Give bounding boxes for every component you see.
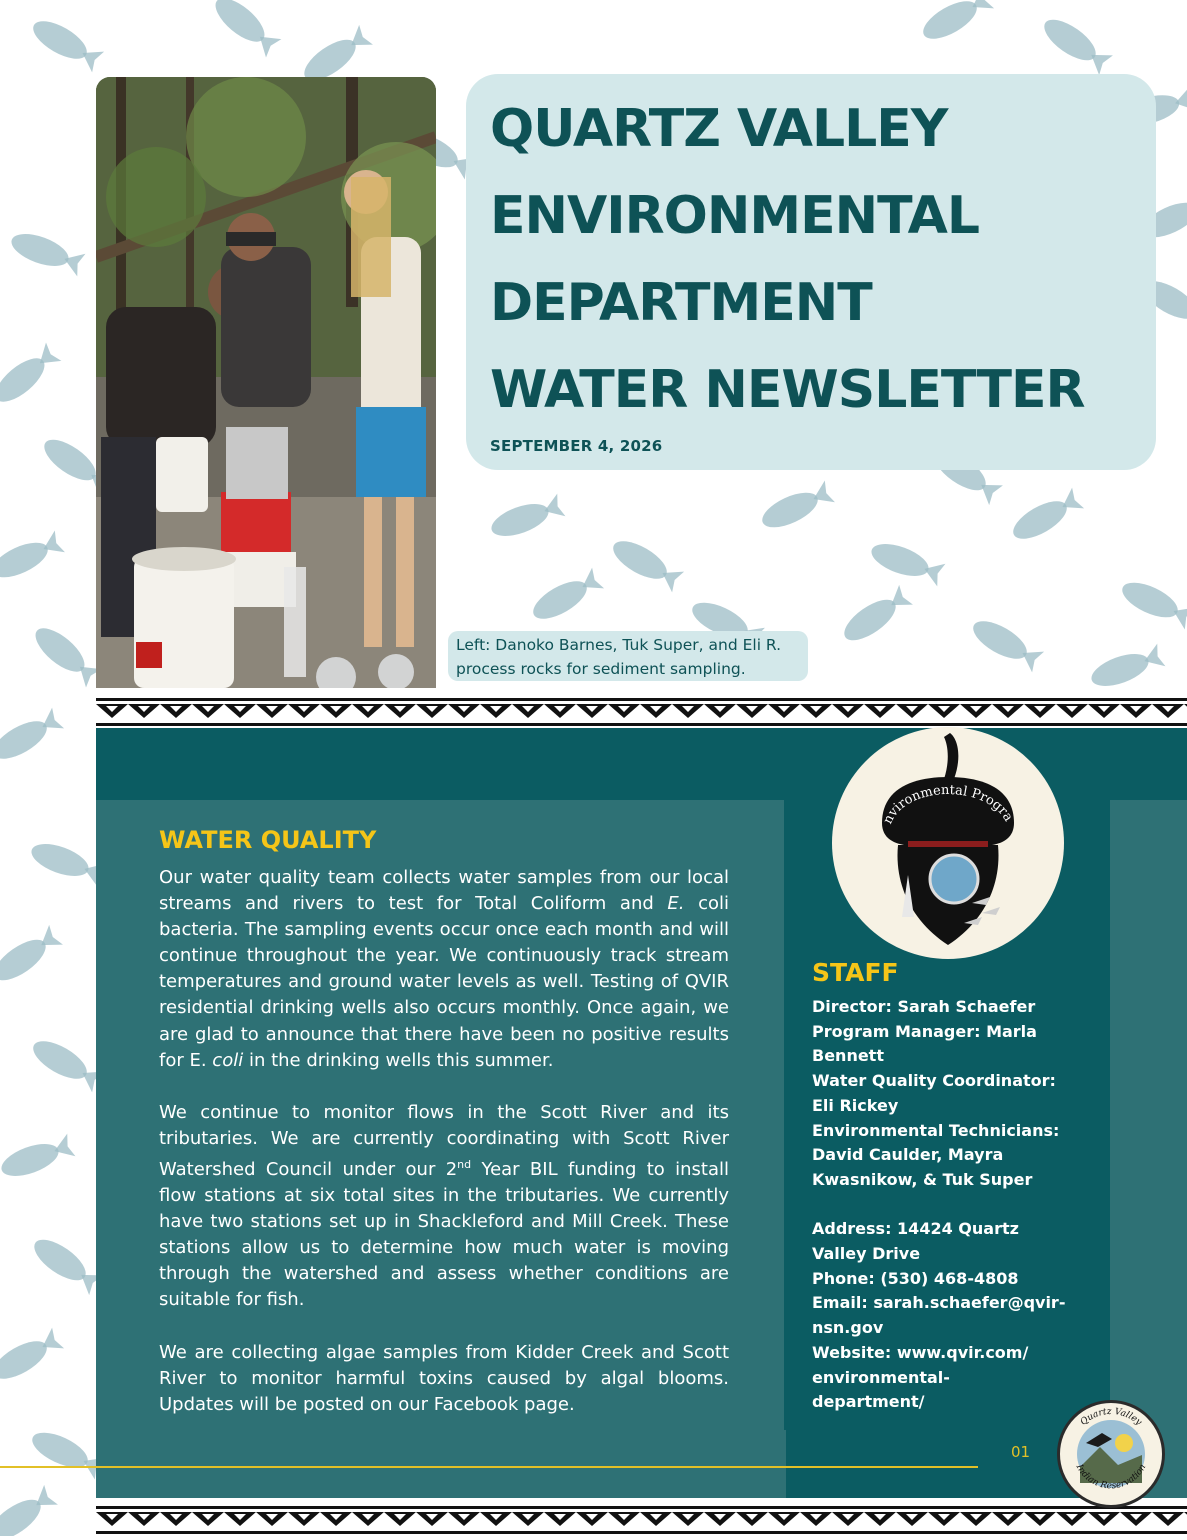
fish-icon: [1117, 576, 1187, 631]
seal-bottom-text: Indian Reservation: [1073, 1462, 1149, 1492]
fish-icon: [0, 924, 63, 988]
logo-text: nvironmental Progra: [880, 782, 1016, 827]
staff-line: Bennett: [812, 1046, 884, 1066]
contact-line: department/: [812, 1392, 925, 1412]
right-strip: [1110, 800, 1187, 1498]
contact-line: nsn.gov: [812, 1318, 884, 1338]
fish-icon: [0, 1484, 58, 1536]
fish-icon: [0, 530, 65, 585]
fish-icon: [28, 1034, 105, 1094]
seal-top-text: Quartz Valley: [1078, 1406, 1144, 1428]
field-photo: [96, 77, 436, 688]
fish-icon: [0, 707, 65, 767]
fish-icon: [28, 1232, 104, 1296]
fish-icon: [528, 567, 605, 627]
environmental-program-logo: [832, 727, 1064, 959]
water-quality-heading: WATER QUALITY: [159, 826, 377, 854]
fish-icon: [487, 493, 565, 543]
fish-icon: [1087, 643, 1165, 693]
pattern-band-top: [96, 694, 1187, 728]
contact-line: environmental-: [812, 1367, 950, 1387]
title-line-1: QUARTZ VALLEY: [490, 99, 948, 159]
fish-icon: [0, 1327, 65, 1387]
page-number: 01: [1011, 1443, 1031, 1461]
contact-line: Phone: (530) 468-4808: [812, 1268, 1019, 1288]
fish-icon: [27, 1426, 105, 1481]
staff-list: [812, 995, 1087, 1415]
title-line-4: WATER NEWSLETTER: [490, 360, 1085, 420]
staff-line: Environmental Technicians:: [812, 1120, 1060, 1140]
contact-line: Email: sarah.schaefer@qvir-: [812, 1293, 1066, 1313]
article-paragraph-1: Our water quality team collects water samples from our local streams and rivers to test for Total Coliform and E. coli bacteria. The sampling events occur once each month and will continue throughout the year. We continuously track stream temperatures and ground water levels as well. Testing of QVIR residential drinking wells also occurs monthly. Once again, we are glad to announce that there have been no positive results for E. coli in the drinking wells this summer.: [159, 867, 729, 1071]
fish-icon: [0, 1133, 76, 1183]
staff-heading: STAFF: [812, 958, 899, 987]
fish-icon: [209, 0, 282, 58]
staff-line: Kwasnikow, & Tuk Super: [812, 1169, 1033, 1189]
contact-line: Valley Drive: [812, 1244, 921, 1264]
fish-icon: [867, 538, 945, 588]
title-line-3: DEPARTMENT: [490, 273, 872, 333]
fish-icon: [968, 614, 1045, 674]
fish-icon: [7, 228, 85, 278]
quartz-valley-seal: [1057, 1400, 1165, 1508]
staff-line: David Caulder, Mayra: [812, 1145, 1004, 1165]
pattern-band-bottom: [96, 1502, 1187, 1536]
fish-icon: [29, 621, 102, 688]
fish-icon: [757, 480, 835, 535]
contact-line: Address: 14424 Quartz: [812, 1219, 1019, 1239]
contact-line: Website: www.qvir.com/: [812, 1342, 1029, 1362]
fish-icon: [0, 342, 62, 409]
fish-icon: [1038, 12, 1114, 76]
fish-icon: [1008, 487, 1085, 547]
fish-icon: [27, 838, 105, 888]
staff-line: Water Quality Coordinator:: [812, 1071, 1056, 1091]
photo-caption: Left: Danoko Barnes, Tuk Super, and Eli R. process rocks for sediment sampling.: [448, 631, 808, 681]
fish-icon: [918, 0, 995, 46]
fish-icon: [28, 14, 105, 74]
issue-date: SEPTEMBER 4, 2026: [490, 437, 663, 455]
water-quality-article: [159, 865, 729, 1444]
staff-line: Director: Sarah Schaefer: [812, 997, 1036, 1016]
fish-icon: [838, 584, 914, 648]
title-line-2: ENVIRONMENTAL: [490, 186, 979, 246]
staff-line: Eli Rickey: [812, 1095, 899, 1115]
fish-icon: [608, 534, 685, 594]
staff-line: Program Manager: Marla: [812, 1021, 1037, 1041]
article-paragraph-3: We are collecting algae samples from Kidder Creek and Scott River to monitor harmful toxins caused by algal blooms. Updates will be posted on our Facebook page.: [159, 1341, 729, 1415]
article-paragraph-2: We continue to monitor flows in the Scott River and its tributaries. We are currently coordinating with Scott River Watershed Council under our 2nd Year BIL funding to install flow stations at six total sites in the tributaries. We currently have two stations set up in Shackleford and Mill Creek. These stations allow us to determine how much water is moving through the watershed and assess whether conditions are suitable for fish.: [159, 1101, 729, 1311]
footer-rule: [0, 1466, 978, 1468]
